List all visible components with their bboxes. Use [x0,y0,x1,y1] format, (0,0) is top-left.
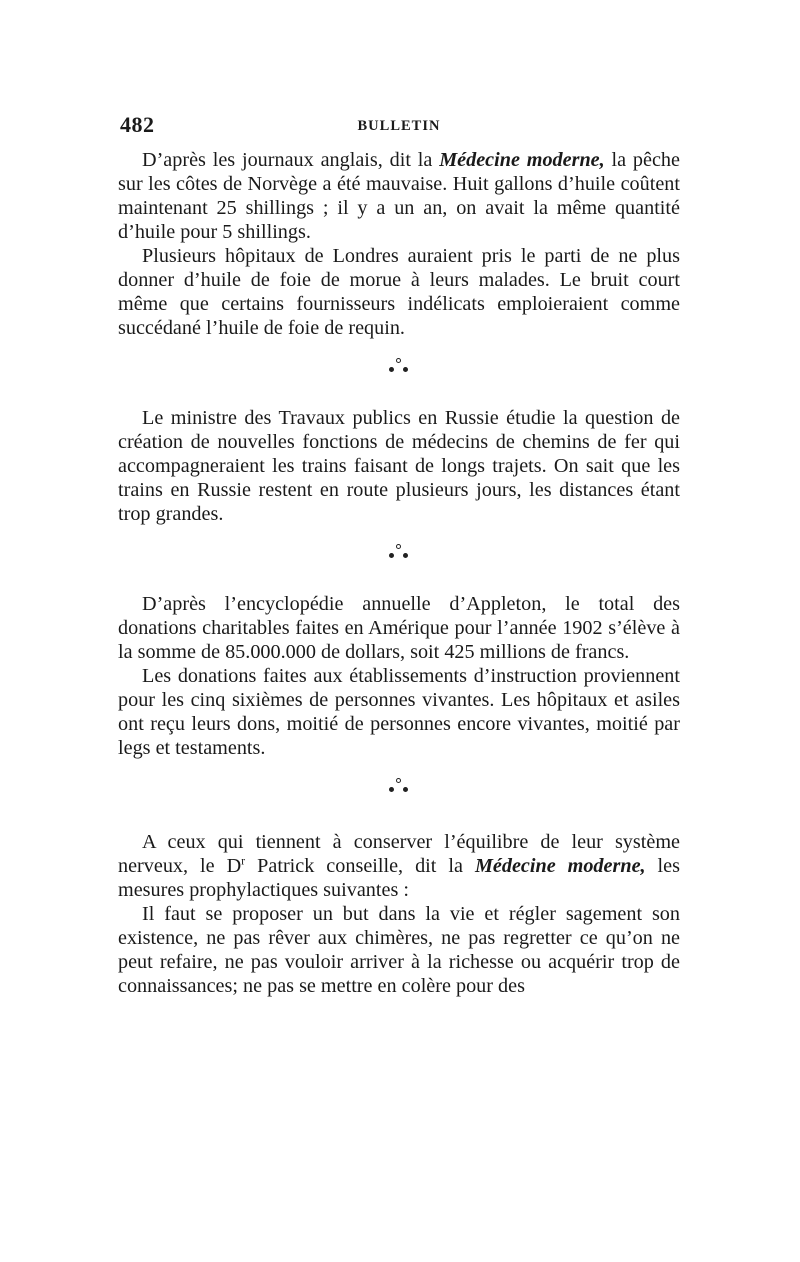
section-separator [118,340,680,406]
paragraph: Plusieurs hôpitaux de Londres auraient pris le parti de ne plus donner d’huile de foie de morue à leurs malades. Le bruit court même que certains fournisseurs indélicats emploieraient comme succédané l’huile de foie de requin. [118,245,680,339]
book-page [118,112,680,998]
text-run: Patrick conseille, dit la [245,855,475,877]
page-number: 482 [120,112,155,137]
article-russia-railway-doctors [118,406,680,526]
journal-title: Médecine moderne, [439,149,605,171]
paragraph [118,148,680,244]
paragraph: D’après l’encyclopédie annuelle d’Appleton, le total des donations charitables faites en Amérique pour l’année 1902 s’élève à la somme de 85.000.000 de dollars, soit 425 millions de francs. [118,593,680,663]
asterism-ornament-icon [388,778,410,794]
journal-title: Médecine moderne, [474,855,646,877]
article-norway-fish-oil [118,148,680,340]
asterism-ornament-icon [388,358,410,374]
doctor-abbreviation-superscript: r [241,853,246,868]
page-header [118,112,680,142]
text-run: la pêche sur les côtes de Norvège a été mauvaise. Huit gallons d’huile coûtent maintenant 25 shillings ; il y a un an, on avait la même quantité d’huile pour 5 shillings. [118,149,680,243]
paragraph: Il faut se proposer un but dans la vie et régler sagement son existence, ne pas rêver aux chimères, ne pas regretter ce qu’on ne peut refaire, ne pas vouloir arriver à la richesse ou acquérir trop de connaissances; ne pas se mettre en colère pour des [118,903,680,997]
text-run: D’après les journaux anglais, dit la [142,149,440,171]
text-run: A ceux qui tiennent à conserver l’équilibre de leur système nerveux, le D [118,831,680,877]
article-nervous-system-advice [118,830,680,998]
paragraph: Les donations faites aux établissements d’instruction proviennent pour les cinq sixièmes de personnes vivantes. Les hôpitaux et asiles ont reçu leurs dons, moitié de personnes encore vivantes, moitié par legs et testaments. [118,665,680,759]
article-american-donations [118,592,680,760]
paragraph: Le ministre des Travaux publics en Russie étudie la question de création de nouvelles fonctions de médecins de chemins de fer qui accompagneraient les trains faisant de longs trajets. On sait que les trains en Russie restent en route plusieurs jours, les distances étant trop grandes. [118,407,680,525]
section-separator [118,526,680,592]
paragraph [118,830,680,902]
text-run: les mesures prophylactiques suivantes : [118,855,680,901]
asterism-ornament-icon [388,544,410,560]
running-head: BULLETIN [357,118,441,134]
section-separator [118,760,680,830]
